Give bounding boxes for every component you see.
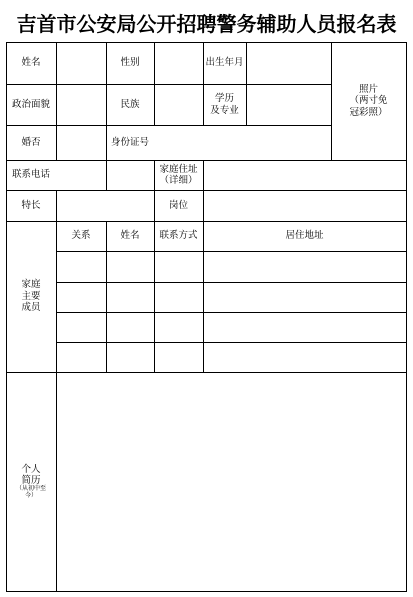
education-label-line: 及专业 (210, 104, 239, 116)
resume-label-line: 简历 (21, 474, 41, 486)
family-label-line: 主要 (21, 290, 41, 302)
resume-note: （从初中至 (15, 485, 46, 493)
address-label (154, 160, 203, 190)
family-row[interactable] (57, 313, 406, 342)
specialty-field[interactable] (57, 191, 154, 221)
family-row[interactable] (57, 343, 406, 372)
address-field[interactable] (204, 161, 406, 190)
photo-label: （两寸免 (349, 95, 388, 107)
gender-label: 性别 (120, 57, 140, 69)
politics-label: 政治面貌 (11, 98, 50, 110)
name-field[interactable] (57, 43, 106, 84)
family-members-label (6, 221, 56, 372)
birth-field[interactable] (247, 43, 331, 84)
address-label-line: 家庭住址 (159, 163, 198, 175)
resume-field[interactable] (57, 373, 406, 591)
position-label: 岗位 (168, 199, 188, 211)
registration-form (6, 42, 407, 592)
family-header-address: 居住地址 (285, 230, 324, 242)
marriage-field[interactable] (57, 126, 106, 160)
family-header-contact: 联系方式 (159, 230, 198, 242)
ethnicity-field[interactable] (155, 85, 203, 125)
phone-label: 联系电话 (11, 169, 50, 181)
specialty-label: 特长 (21, 199, 41, 211)
grid-line (6, 591, 407, 592)
family-label-line: 成员 (21, 302, 41, 314)
marriage-label: 婚否 (21, 136, 41, 148)
photo-label: 照片 (358, 83, 378, 95)
family-label-line: 家庭 (21, 279, 41, 291)
family-header-name: 姓名 (120, 230, 140, 242)
resume-label (6, 372, 56, 591)
id-number-label: 身份证号 (110, 136, 149, 148)
ethnicity-label: 民族 (120, 98, 140, 110)
family-row[interactable] (57, 252, 406, 282)
resume-label-line: 个人 (21, 463, 41, 475)
gender-field[interactable] (155, 43, 203, 84)
birth-label: 出生年月 (205, 57, 244, 69)
phone-field[interactable] (57, 161, 154, 190)
resume-note: 今） (24, 491, 37, 499)
name-label: 姓名 (21, 57, 41, 69)
id-number-field[interactable] (155, 126, 331, 160)
education-label (203, 84, 246, 125)
grid-line (406, 42, 407, 592)
form-title: 吉首市公安局公开招聘警务辅助人员报名表 (16, 12, 397, 36)
address-label-line: （详细） (159, 175, 198, 186)
family-row[interactable] (57, 283, 406, 312)
photo-label: 冠彩照） (349, 106, 388, 118)
position-field[interactable] (204, 191, 406, 221)
education-label-line: 学历 (214, 93, 234, 105)
photo-area[interactable] (331, 42, 406, 160)
family-header-relation: 关系 (71, 230, 91, 242)
education-field[interactable] (247, 85, 331, 125)
politics-field[interactable] (57, 85, 106, 125)
